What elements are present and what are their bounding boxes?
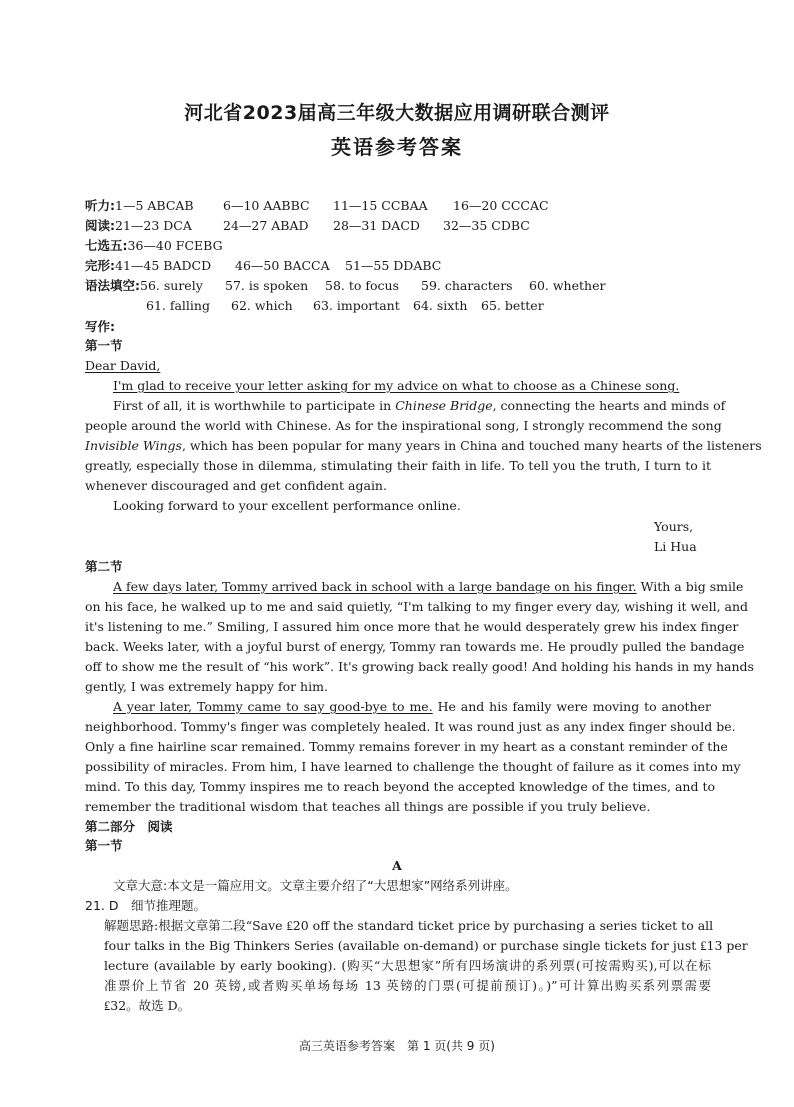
- answer-item: 63. important: [313, 298, 400, 313]
- answer-group: 36—40 FCEBG: [127, 238, 223, 253]
- answer-group: 6—10 AABBC: [223, 198, 310, 213]
- letter-signature: Li Hua: [654, 539, 697, 554]
- underlined-sentence: A year later, Tommy came to say good-bye to me.: [113, 699, 433, 714]
- answer-item: 60. whether: [529, 278, 606, 293]
- letter-paragraph-1: [113, 378, 711, 394]
- answer-group: 32—35 CDBC: [443, 218, 530, 233]
- letter-paragraph-3: Looking forward to your excellent performance online.: [113, 498, 461, 513]
- seven-choice-answers: [85, 238, 223, 254]
- explanation-line: 解题思路:根据文章第二段“Save ₤20 off the standard ticket price by purchasing a series ticket to all: [104, 918, 714, 933]
- section-heading: 第一节: [85, 838, 123, 853]
- answer-group: 24—27 ABAD: [223, 218, 309, 233]
- letter-line: First of all, it is worthwhile to participate in Chinese Bridge, connecting the hearts and minds of: [113, 398, 726, 413]
- reading-answers: [85, 218, 530, 234]
- part-heading: 第二部分 阅读: [85, 819, 173, 834]
- letter-line: greatly, especially those in dilemma, stimulating their faith in life. To tell you the truth, I turn to it: [85, 458, 711, 473]
- seven-choice-label: 七选五:: [85, 238, 128, 253]
- question-heading: 21. D 细节推理题。: [85, 898, 206, 913]
- story-line: gently, I was extremely happy for him.: [85, 679, 328, 694]
- story-line: A year later, Tommy came to say good-bye to me. He and his family were moving to another: [113, 699, 712, 714]
- explanation-line: ₤32。故选 D。: [104, 998, 191, 1013]
- answer-item: 65. better: [481, 298, 544, 313]
- answer-item: 62. which: [231, 298, 293, 313]
- section-heading: 第一节: [85, 338, 123, 353]
- letter-line: whenever discouraged and get confident again.: [85, 478, 387, 493]
- story-line: on his face, he walked up to me and said quietly, “I'm talking to my finger every day, wishing it well, and: [85, 599, 749, 614]
- underlined-sentence: I'm glad to receive your letter asking for my advice on what to choose as a Chinese song.: [113, 378, 680, 393]
- answer-item: 57. is spoken: [225, 278, 309, 293]
- passage-letter: A: [392, 858, 402, 873]
- underlined-sentence: A few days later, Tommy arrived back in school with a large bandage on his finger.: [113, 579, 637, 594]
- answer-group: 16—20 CCCAC: [453, 198, 549, 213]
- writing-label: 写作:: [85, 319, 115, 334]
- grammar-answers: [85, 278, 605, 294]
- story-line: Only a fine hairline scar remained. Tommy remains forever in my heart as a constant reminder of the: [85, 739, 728, 754]
- explanation-line: 准票价上节省 20 英镑,或者购买单场每场 13 英镑的门票(可提前预订)。)”可计算出购买系列票需要: [104, 978, 711, 993]
- program-title: Chinese Bridge: [395, 398, 493, 413]
- grammar-label: 语法填空:: [85, 278, 140, 293]
- answer-group: 51—55 DDABC: [345, 258, 442, 273]
- story-line: A few days later, Tommy arrived back in school with a large bandage on his finger. With a big smile: [113, 579, 744, 594]
- answer-group: 11—15 CCBAA: [333, 198, 428, 213]
- section-heading: 第二节: [85, 559, 123, 574]
- answer-group: 41—45 BADCD: [115, 258, 212, 273]
- listening-answers: [85, 198, 549, 214]
- answer-item: 59. characters: [421, 278, 513, 293]
- cloze-label: 完形:: [85, 258, 115, 273]
- answer-group: 46—50 BACCA: [235, 258, 330, 273]
- explanation-line: lecture (available by early booking). (购买“大思想家”所有四场演讲的系列票(可按需购买),可以在标: [104, 958, 711, 973]
- answer-item: 58. to focus: [325, 278, 399, 293]
- story-line: back. Weeks later, with a joyful burst of energy, Tommy ran towards me. He proudly pulled the bandage: [85, 639, 745, 654]
- answer-group: 21—23 DCA: [115, 218, 192, 233]
- grammar-answers-row2: [146, 298, 544, 314]
- answer-group: 1—5 ABCAB: [115, 198, 194, 213]
- passage-summary: 文章大意:本文是一篇应用文。文章主要介绍了“大思想家”网络系列讲座。: [113, 878, 518, 893]
- reading-label: 阅读:: [85, 218, 115, 233]
- story-line: mind. To this day, Tommy inspires me to reach beyond the accepted knowledge of the times, and to: [85, 779, 715, 794]
- answer-item: 61. falling: [146, 298, 210, 313]
- page-footer: 高三英语参考答案 第 1 页(共 9 页): [299, 1039, 495, 1053]
- page-subtitle: 英语参考答案: [331, 135, 463, 159]
- explanation-line: four talks in the Big Thinkers Series (available on-demand) or purchase single tickets for just ₤13 per: [104, 938, 748, 953]
- letter-closing: Yours,: [654, 519, 694, 534]
- letter-greeting: Dear David,: [85, 358, 161, 373]
- song-title: Invisible Wings: [85, 438, 182, 453]
- story-line: possibility of miracles. From him, I have learned to challenge the thought of failure as it comes into my: [85, 759, 741, 774]
- story-line: neighborhood. Tommy's finger was completely healed. It was round just as any index finger should be.: [85, 719, 736, 734]
- answer-group: 28—31 DACD: [333, 218, 420, 233]
- answer-item: 64. sixth: [413, 298, 468, 313]
- listening-label: 听力:: [85, 198, 115, 213]
- page-title: 河北省2023届高三年级大数据应用调研联合测评: [184, 102, 610, 124]
- story-line: it's listening to me.” Smiling, I assured him once more that he would desperately grew his index finger: [85, 619, 739, 634]
- letter-line: Invisible Wings, which has been popular for many years in China and touched many hearts of the listeners: [85, 438, 762, 453]
- answer-item: 56. surely: [140, 278, 203, 293]
- story-line: off to show me the result of “his work”. It's growing back really good! And holding his hands in my hands: [85, 659, 754, 674]
- letter-line: people around the world with Chinese. As for the inspirational song, I strongly recommend the song: [85, 418, 722, 433]
- cloze-answers: [85, 258, 441, 274]
- story-line: remember the traditional wisdom that teaches all things are possible if you truly believe.: [85, 799, 651, 814]
